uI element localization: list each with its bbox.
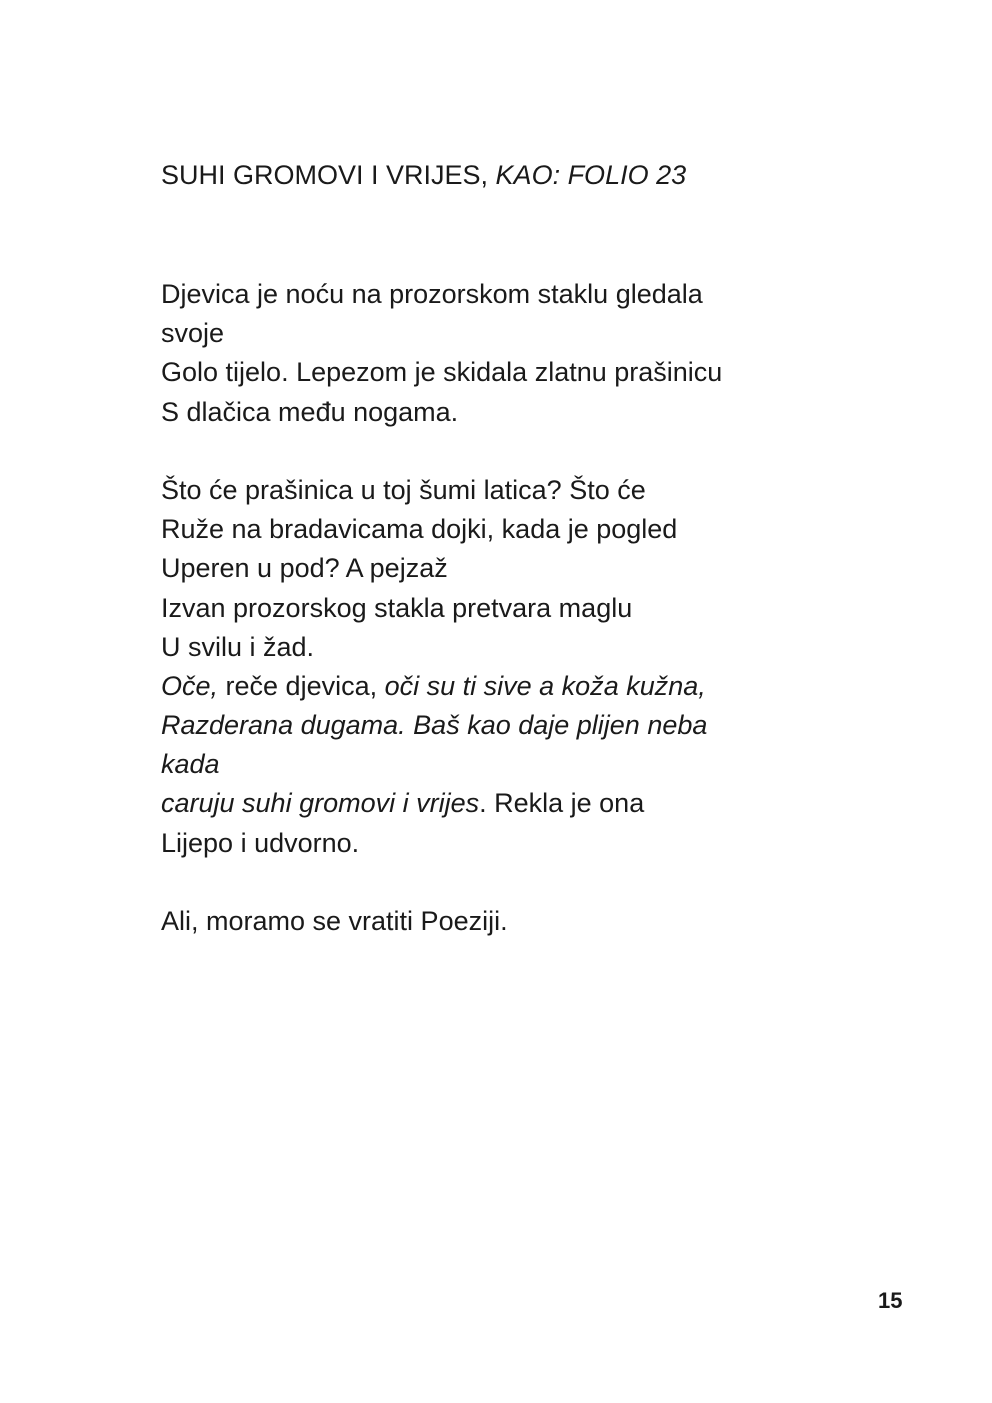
poem-line: Uperen u pod? A pejzaž: [161, 553, 448, 584]
page-number: 15: [878, 1288, 903, 1313]
poem-line-italic: oči su ti sive a koža kužna,: [384, 670, 706, 701]
poem-line: S dlačica među nogama.: [161, 396, 459, 427]
poem-line: kada: [161, 749, 220, 780]
poem-title-main: SUHI GROMOVI I VRIJES,: [161, 160, 496, 190]
poem-line: Ruže na bradavicama dojki, kada je pogled: [161, 514, 678, 545]
poem-line-italic: caruju suhi gromovi i vrijes: [161, 788, 480, 819]
poem-line: [161, 667, 841, 706]
poem-line-regular: . Rekla je ona: [479, 788, 645, 819]
poem-line: svoje: [161, 318, 225, 349]
poem-title-subtitle: KAO: FOLIO 23: [495, 160, 687, 190]
poem-line-italic: Oče,: [161, 670, 219, 701]
poem-line: Izvan prozorskog stakla pretvara maglu: [161, 592, 633, 623]
poem-line: Djevica je noću na prozorskom staklu gledala: [161, 279, 703, 309]
stanza-break: [161, 863, 841, 902]
poem-line: Golo tijelo. Lepezom je skidala zlatnu prašinicu: [161, 357, 723, 388]
poem-title: [161, 156, 686, 194]
poem-line: Razderana dugama. Baš kao daje plijen neba: [161, 710, 708, 741]
poem-line: Što će prašinica u toj šumi latica? Što će: [161, 474, 646, 505]
stanza-break: [161, 432, 841, 471]
poem-line: Ali, moramo se vratiti Poeziji.: [161, 906, 508, 936]
poem-line-regular: reče djevica,: [218, 670, 385, 701]
poem-line: Lijepo i udvorno.: [161, 827, 360, 858]
poem-line: [161, 784, 841, 823]
poem-body: [161, 275, 841, 941]
poem-line: U svilu i žad.: [161, 631, 315, 662]
